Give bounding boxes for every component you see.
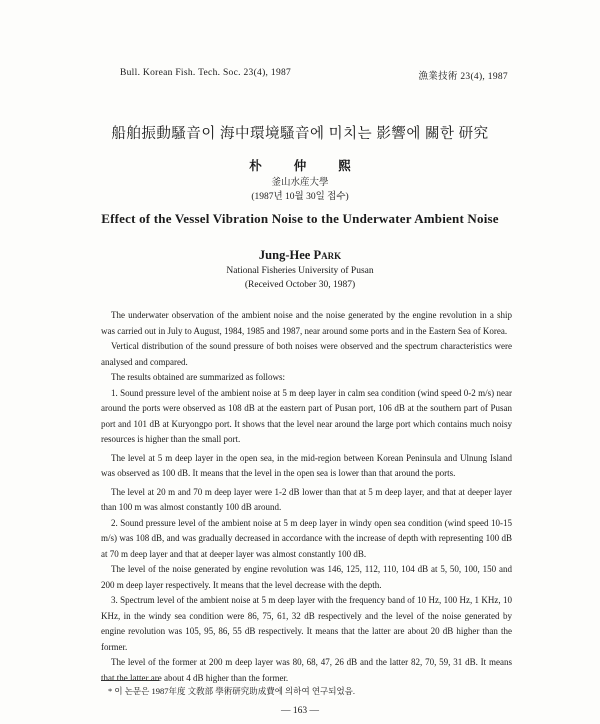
paragraph: 2. Sound pressure level of the ambient noise at 5 m deep layer in windy open sea condition (wind speed 10-15 m/s) was 108 dB, and was gradually decreased in accordance with the increase of depth with representing 100 dB at 70 m deep layer and that at deeper layer was almost constantly 100 dB. (101, 517, 512, 559)
paragraph: The level of the noise generated by engine revolution was 146, 125, 112, 110, 104 dB at 5, 50, 100, 150 and 200 m deep layer respectively. It means that the level decrease with the depth. (101, 564, 512, 590)
paragraph: The level of the former at 200 m deep layer was 80, 68, 47, 26 dB and the latter 82, 70, 59, 31 dB. It means that the latter are about 4 dB higher than the former. (101, 657, 512, 683)
author-char: 仲 (293, 159, 307, 173)
author-family-name: Park (313, 248, 342, 262)
paragraph: Vertical distribution of the sound pressure of both noises were observed and the spectrum characteristics were analysed and compared. (101, 341, 512, 367)
paragraph: 3. Spectrum level of the ambient noise at 5 m deep layer with the frequency band of 10 Hz, 100 Hz, 1 KHz, 10 KHz, in the windy sea condition were 86, 75, 61, 32 dB respectively and the level of the noise generated by engine revolution was 105, 95, 86, 55 dB respectively. It means that the latter are about 20 dB higher than the former. (101, 595, 512, 652)
footnote: * 이 논문은 1987年度 文敎部 學術研究助成費에 의하여 연구되었음. (108, 686, 355, 696)
korean-affiliation: 釜山水産大學 (271, 178, 329, 188)
author-given-name: Jung-Hee (258, 248, 314, 262)
journal-header-right: 漁業技術 23(4), 1987 (418, 72, 508, 82)
english-affiliation: National Fisheries University of Pusan (226, 266, 374, 276)
korean-author (0, 156, 600, 174)
korean-title: 船舶振動騷音이 海中環境騷音에 미치는 影響에 關한 研究 (111, 126, 489, 142)
page-number: — 163 — (281, 706, 319, 716)
journal-header-left: Bull. Korean Fish. Tech. Soc. 23(4), 1987 (120, 68, 292, 78)
korean-received-date: (1987년 10월 30일 접수) (251, 192, 349, 202)
english-received-date: (Received October 30, 1987) (244, 280, 356, 290)
footnote-rule (101, 680, 159, 681)
english-author (0, 248, 600, 263)
english-title: Effect of the Vessel Vibration Noise to the Underwater Ambient Noise (101, 211, 499, 226)
author-char: 朴 (249, 159, 262, 173)
abstract-body (101, 308, 512, 686)
paragraph: The underwater observation of the ambient noise and the noise generated by the engine revolution in a ship was carried out in July to August, 1984, 1985 and 1987, near around some ports and in the Eastern Sea of Korea. (101, 310, 512, 336)
author-char: 熙 (338, 159, 351, 173)
paragraph: The level at 20 m and 70 m deep layer were 1-2 dB lower than that at 5 m deep layer, and that at deeper layer than 100 m was almost constantly 100 dB around. (101, 486, 512, 512)
paragraph: 1. Sound pressure level of the ambient noise at 5 m deep layer in calm sea condition (wind speed 0-2 m/s) near around the ports were observed as 108 dB at the eastern part of Pusan port, 106 dB at the southern part of Pusan port and 101 dB at Kuryongpo port. It shows that the level near around the large port which contains much noisy resources is higher than the small port. (101, 387, 512, 444)
paragraph: The level at 5 m deep layer in the open sea, in the mid-region between Korean Peninsula and Ulnung Island was observed as 100 dB. It means that the level in the open sea is lower than that around the ports. (101, 452, 512, 478)
paragraph: The results obtained are summarized as follows: (111, 372, 285, 382)
